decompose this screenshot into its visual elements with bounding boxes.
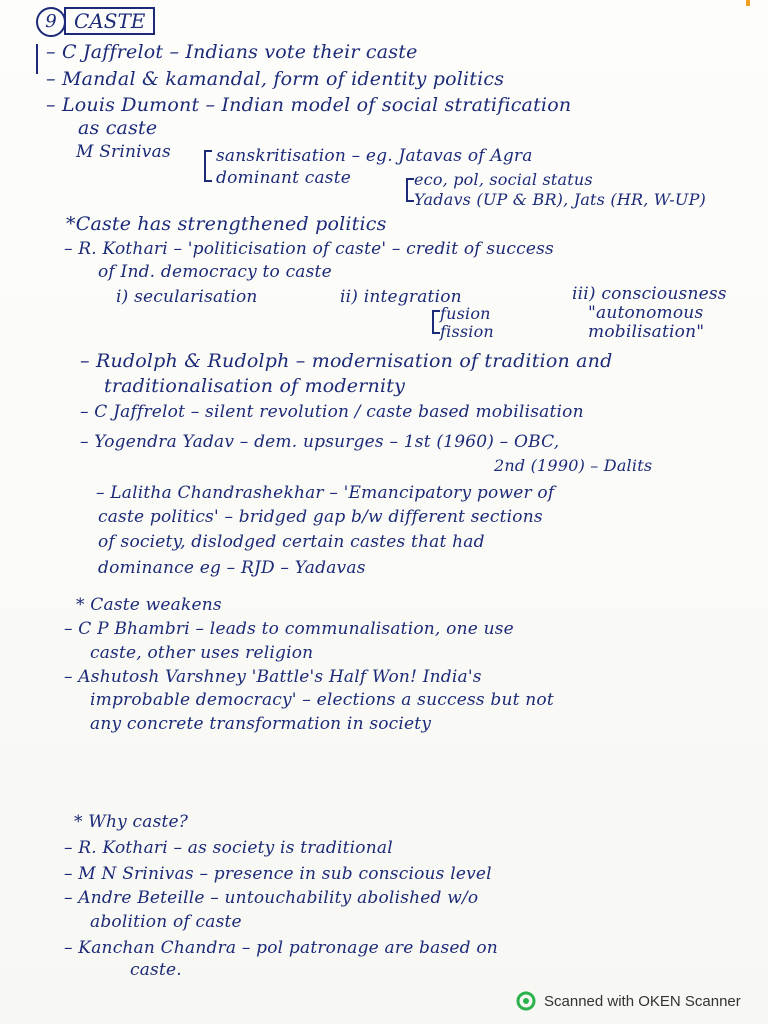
scanner-watermark — [516, 990, 741, 1012]
note-line: of society, dislodged certain castes that had — [98, 532, 485, 552]
note-line: – Mandal & kamandal, form of identity politics — [46, 68, 505, 90]
note-line: – Kanchan Chandra – pol patronage are based on — [64, 938, 498, 958]
note-line: * Why caste? — [74, 812, 189, 832]
note-line: as caste — [78, 117, 158, 139]
note-line: dominance eg – RJD – Yadavas — [98, 558, 366, 578]
note-line: abolition of caste — [90, 912, 242, 932]
section-number: 9 — [36, 7, 66, 37]
note-line: *Caste has strengthened politics — [66, 213, 387, 235]
note-line: mobilisation" — [588, 322, 705, 342]
note-line: – M N Srinivas – presence in sub conscious level — [64, 864, 492, 884]
note-line: – Ashutosh Varshney 'Battle's Half Won! India's — [64, 667, 482, 687]
note-line: eco, pol, social status — [414, 170, 593, 189]
note-line: fusion — [440, 304, 491, 323]
note-line: caste, other uses religion — [90, 643, 314, 663]
bracket — [204, 150, 212, 182]
note-line: "autonomous — [588, 303, 704, 323]
bracket — [432, 310, 440, 334]
note-line: traditionalisation of modernity — [104, 375, 405, 397]
note-line: – Yogendra Yadav – dem. upsurges – 1st (1960) – OBC, — [80, 432, 560, 452]
note-line: 2nd (1990) – Dalits — [494, 456, 653, 475]
note-line: caste. — [130, 960, 182, 980]
note-line: M Srinivas — [76, 142, 171, 162]
note-line: i) secularisation — [116, 287, 258, 307]
note-line: iii) consciousness — [572, 284, 727, 304]
note-line: – R. Kothari – as society is traditional — [64, 838, 393, 858]
page-title: CASTE — [64, 7, 155, 35]
margin-bar — [36, 44, 38, 74]
note-line: – Andre Beteille – untouchability abolished w/o — [64, 888, 479, 908]
note-line: – C P Bhambri – leads to communalisation, one use — [64, 619, 514, 639]
note-line: – C Jaffrelot – Indians vote their caste — [46, 41, 418, 63]
note-line: of Ind. democracy to caste — [98, 262, 332, 282]
page-edge-mark — [746, 0, 750, 6]
note-line: * Caste weakens — [76, 595, 222, 615]
note-line: – R. Kothari – 'politicisation of caste' – credit of success — [64, 239, 554, 259]
note-line: – Lalitha Chandrashekhar – 'Emancipatory power of — [96, 483, 555, 503]
note-line: – C Jaffrelot – silent revolution / caste based mobilisation — [80, 402, 584, 422]
note-line: caste politics' – bridged gap b/w different sections — [98, 507, 543, 527]
note-line: – Louis Dumont – Indian model of social stratification — [46, 94, 572, 116]
scanner-watermark-label: Scanned with OKEN Scanner — [544, 992, 741, 1010]
bracket — [406, 178, 414, 202]
note-line: – Rudolph & Rudolph – modernisation of tradition and — [80, 350, 613, 372]
note-line: dominant caste — [216, 168, 352, 188]
note-line: sanskritisation – eg. Jatavas of Agra — [216, 146, 533, 166]
note-line: fission — [440, 322, 494, 341]
note-line: ii) integration — [340, 287, 462, 307]
note-line: Yadavs (UP & BR), Jats (HR, W-UP) — [414, 190, 706, 209]
note-line: any concrete transformation in society — [90, 714, 432, 734]
oken-scanner-logo-icon — [516, 991, 536, 1011]
note-line: improbable democracy' – elections a success but not — [90, 690, 554, 710]
